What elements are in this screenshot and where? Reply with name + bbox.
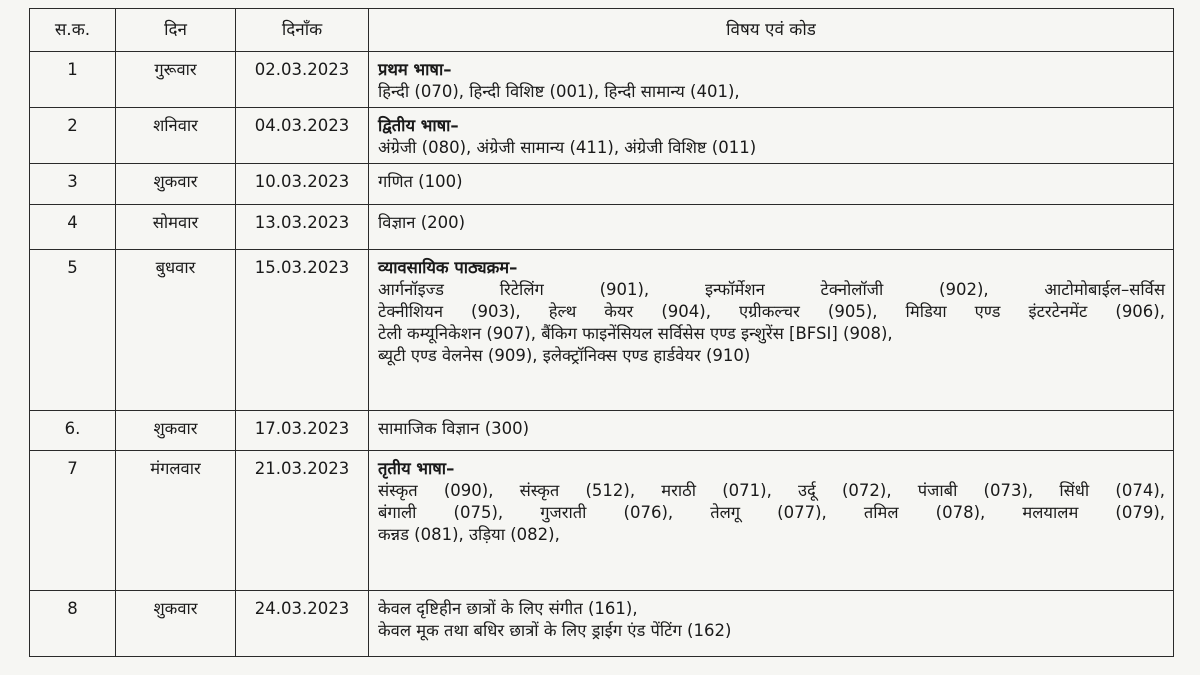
- row-day: शनिवार: [116, 108, 236, 164]
- row-date: 04.03.2023: [236, 108, 369, 164]
- subject-group-title: तृतीय भाषा–: [378, 459, 455, 478]
- header-date: दिनाँक: [236, 9, 369, 52]
- row-sno: 2: [30, 108, 116, 164]
- row-day: शुकवार: [116, 164, 236, 205]
- row-day: शुकवार: [116, 591, 236, 657]
- row-subject: [369, 250, 1174, 411]
- row-subject: [369, 108, 1174, 164]
- table-row: [30, 451, 1174, 591]
- table-row: [30, 52, 1174, 108]
- subject-line: टेली कम्यूनिकेशन (907), बैंकिग फाइनेंसियल सर्विसेस एण्ड इन्शुरेंस [BFSI] (908),: [378, 324, 893, 343]
- row-day: बुधवार: [116, 250, 236, 411]
- subject-line: आर्गनॉइज्ड रिटेलिंग (901), इन्फॉर्मेशन टेक्नोलॉजी (902), आटोमोबाईल–सर्विस: [378, 280, 1165, 299]
- table-row: [30, 250, 1174, 411]
- subject-line: विज्ञान (200): [378, 213, 466, 232]
- subject-group-title: द्वितीय भाषा–: [378, 116, 459, 135]
- subject-line: बंगाली (075), गुजराती (076), तेलगू (077), तमिल (078), मलयालम (079),: [378, 503, 1165, 522]
- header-subject: विषय एवं कोड: [369, 9, 1174, 52]
- row-sno: 1: [30, 52, 116, 108]
- row-sno: 4: [30, 205, 116, 250]
- row-subject: [369, 205, 1174, 250]
- row-date: 15.03.2023: [236, 250, 369, 411]
- row-subject: [369, 591, 1174, 657]
- schedule-body: [30, 52, 1174, 657]
- row-subject: [369, 52, 1174, 108]
- table-row: [30, 411, 1174, 451]
- subject-line: कन्नड (081), उड़िया (082),: [378, 525, 560, 544]
- row-date: 21.03.2023: [236, 451, 369, 591]
- table-row: [30, 164, 1174, 205]
- schedule-table: [29, 8, 1174, 657]
- table-row: [30, 108, 1174, 164]
- row-day: गुरूवार: [116, 52, 236, 108]
- subject-line: ब्यूटी एण्ड वेलनेस (909), इलेक्ट्रॉनिक्स एण्ड हार्डवेयर (910): [378, 346, 751, 365]
- exam-schedule: [29, 8, 1173, 657]
- row-sno: 7: [30, 451, 116, 591]
- subject-group-title: व्यावसायिक पाठ्यक्रम–: [378, 258, 518, 277]
- header-sno: स.क.: [30, 9, 116, 52]
- subject-line: केवल दृष्टिहीन छात्रों के लिए संगीत (161),: [378, 599, 638, 618]
- row-date: 02.03.2023: [236, 52, 369, 108]
- subject-group-title: प्रथम भाषा–: [378, 60, 452, 79]
- row-sno: 8: [30, 591, 116, 657]
- subject-line: सामाजिक विज्ञान (300): [378, 419, 530, 438]
- subject-line: संस्कृत (090), संस्कृत (512), मराठी (071), उर्दू (072), पंजाबी (073), सिंधी (074),: [378, 481, 1165, 500]
- row-subject: [369, 164, 1174, 205]
- subject-line: केवल मूक तथा बधिर छात्रों के लिए ड्राईग एंड पेंटिंग (162): [378, 621, 732, 640]
- subject-line: अंग्रेजी (080), अंग्रेजी सामान्य (411), अंग्रेजी विशिष्ट (011): [378, 138, 757, 157]
- row-sno: 6.: [30, 411, 116, 451]
- row-date: 24.03.2023: [236, 591, 369, 657]
- row-date: 17.03.2023: [236, 411, 369, 451]
- subject-line: हिन्दी (070), हिन्दी विशिष्ट (001), हिन्दी सामान्य (401),: [378, 82, 740, 101]
- subject-line: गणित (100): [378, 172, 463, 191]
- row-sno: 5: [30, 250, 116, 411]
- row-subject: [369, 411, 1174, 451]
- row-date: 13.03.2023: [236, 205, 369, 250]
- row-day: सोमवार: [116, 205, 236, 250]
- table-row: [30, 205, 1174, 250]
- header-row: [30, 9, 1174, 52]
- header-day: दिन: [116, 9, 236, 52]
- row-day: मंगलवार: [116, 451, 236, 591]
- row-day: शुकवार: [116, 411, 236, 451]
- row-date: 10.03.2023: [236, 164, 369, 205]
- row-subject: [369, 451, 1174, 591]
- subject-line: टेक्नीशियन (903), हेल्थ केयर (904), एग्रीकल्चर (905), मिडिया एण्ड इंटरटेनमेंट (906),: [378, 302, 1165, 321]
- row-sno: 3: [30, 164, 116, 205]
- table-row: [30, 591, 1174, 657]
